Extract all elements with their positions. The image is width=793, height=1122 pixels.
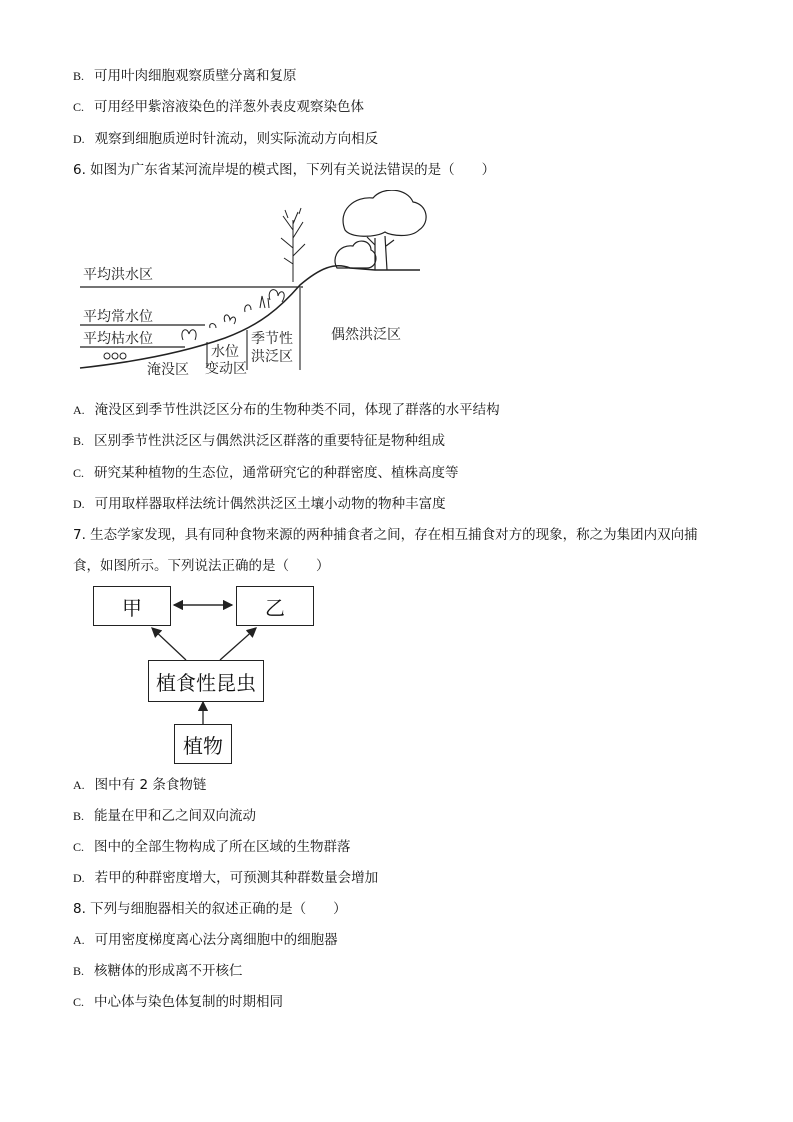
node-insect: 植食性昆虫 — [148, 660, 264, 702]
q6-option-d — [73, 495, 446, 513]
option-text: 可用取样器取样法统计偶然洪泛区土壤小动物的物种丰富度 — [94, 496, 446, 512]
food-web-figure — [90, 584, 330, 766]
q5-option-b — [73, 67, 297, 85]
option-letter: C. — [73, 840, 85, 854]
arrow-insect-to-yi — [220, 628, 256, 660]
option-letter: B. — [73, 809, 85, 823]
label-occasional: 偶然洪泛区 — [331, 327, 401, 343]
option-text: 淹没区到季节性洪泛区分布的生物种类不同，体现了群落的水平结构 — [94, 402, 500, 418]
option-letter: D. — [73, 132, 85, 146]
label-seasonal-1: 季节性 — [251, 331, 293, 347]
q8-stem: 8. 下列与细胞器相关的叙述正确的是（ ） — [73, 901, 347, 917]
label-avg-normal: 平均常水位 — [83, 309, 153, 325]
option-letter: A. — [73, 933, 85, 947]
node-plant: 植物 — [174, 724, 232, 764]
option-text: 能量在甲和乙之间双向流动 — [94, 808, 257, 824]
node-yi: 乙 — [236, 586, 314, 626]
tree-sapling — [281, 208, 305, 282]
q6-option-b — [73, 432, 445, 450]
option-text: 可用叶肉细胞观察质壁分离和复原 — [94, 68, 297, 84]
option-letter: A. — [73, 403, 85, 417]
option-text: 区别季节性洪泛区与偶然洪泛区群落的重要特征是物种组成 — [94, 433, 446, 449]
label-water-change-2: 变动区 — [205, 361, 247, 377]
arrow-insect-to-jia — [152, 628, 186, 660]
label-submerged: 淹没区 — [147, 362, 189, 378]
option-letter: B. — [73, 434, 85, 448]
label-water-change-1: 水位 — [211, 344, 239, 360]
option-letter: D. — [73, 497, 85, 511]
option-text: 图中有 2 条食物链 — [94, 777, 207, 793]
q7-stem-line2: 食，如图所示。下列说法正确的是（ ） — [73, 558, 330, 574]
option-letter: B. — [73, 964, 85, 978]
q8-option-a — [73, 931, 338, 949]
option-letter: C. — [73, 995, 85, 1009]
option-text: 研究某种植物的生态位，通常研究它的种群密度、植株高度等 — [94, 465, 459, 481]
option-letter: D. — [73, 871, 85, 885]
q7-option-c — [73, 838, 351, 856]
q6-option-c — [73, 464, 459, 482]
option-letter: A. — [73, 778, 85, 792]
q7-option-d — [73, 869, 378, 887]
q7-option-b — [73, 807, 256, 825]
option-text: 观察到细胞质逆时针流动，则实际流动方向相反 — [94, 131, 379, 147]
option-text: 图中的全部生物构成了所在区域的生物群落 — [94, 839, 351, 855]
option-letter: B. — [73, 69, 85, 83]
q5-option-d — [73, 130, 378, 148]
option-text: 若甲的种群密度增大，可预测其种群数量会增加 — [94, 870, 379, 886]
option-text: 核糖体的形成离不开核仁 — [94, 963, 243, 979]
option-letter: C. — [73, 100, 85, 114]
label-avg-dry: 平均枯水位 — [83, 331, 153, 347]
q8-option-c — [73, 993, 283, 1011]
node-jia: 甲 — [93, 586, 171, 626]
label-avg-flood: 平均洪水区 — [83, 267, 153, 283]
option-letter: C. — [73, 466, 85, 480]
option-text: 可用密度梯度离心法分离细胞中的细胞器 — [94, 932, 338, 948]
q6-option-a — [73, 401, 500, 419]
q6-stem: 6. 如图为广东省某河流岸堤的模式图，下列有关说法错误的是（ ） — [73, 162, 496, 178]
q5-option-c — [73, 98, 364, 116]
upland-trees — [335, 190, 426, 270]
q7-stem-line1: 7. 生态学家发现，具有同种食物来源的两种捕食者之间，存在相互捕食对方的现象，称之为集团内双向捕 — [73, 527, 698, 543]
option-text: 可用经甲紫溶液染色的洋葱外表皮观察染色体 — [94, 99, 365, 115]
q7-option-a — [73, 776, 206, 794]
option-text: 中心体与染色体复制的时期相同 — [94, 994, 284, 1010]
riverbank-figure — [75, 190, 435, 390]
label-seasonal-2: 洪泛区 — [251, 349, 293, 365]
q8-option-b — [73, 962, 243, 980]
